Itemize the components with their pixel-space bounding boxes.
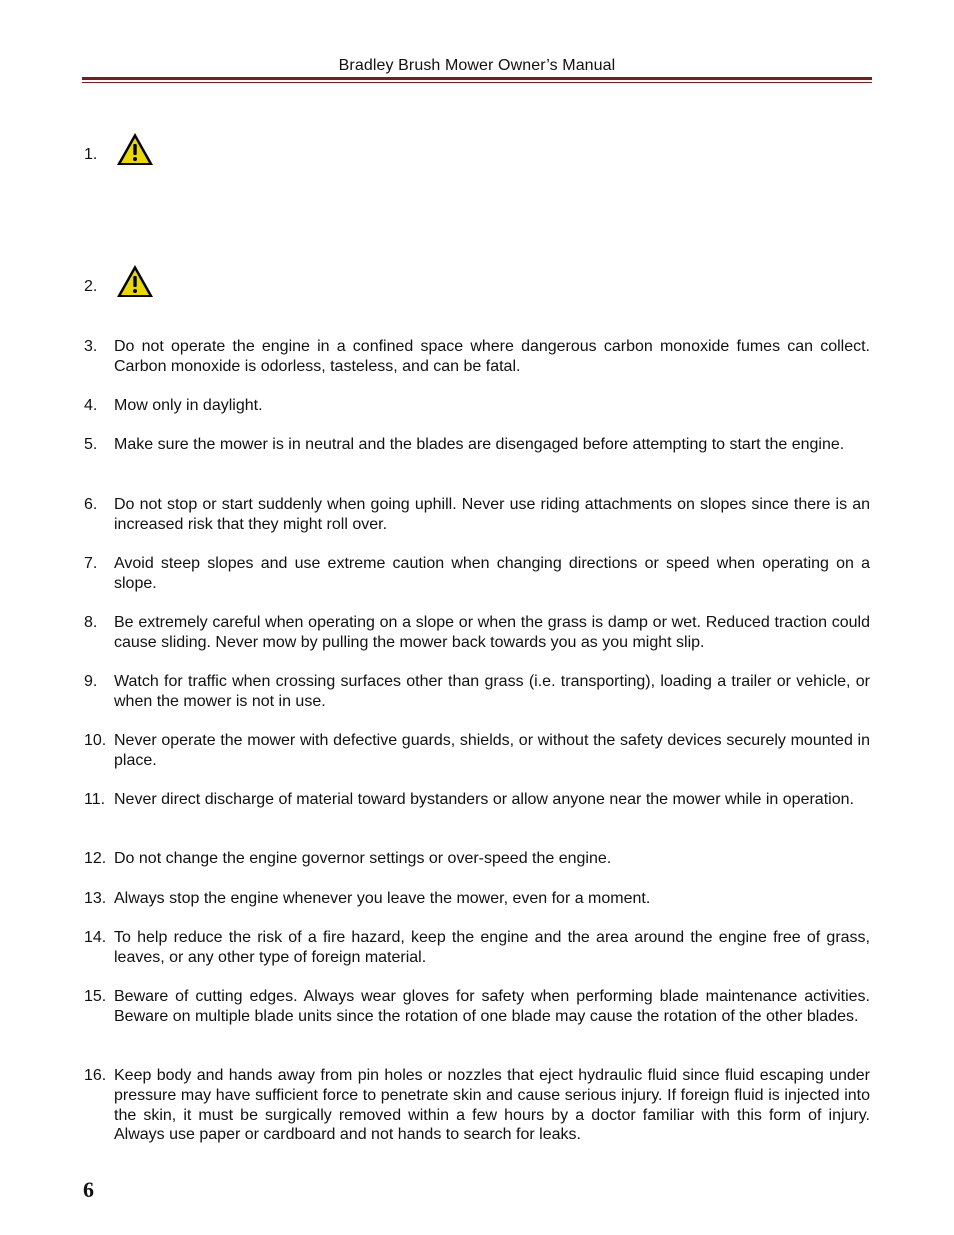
item-number: 2.: [84, 278, 98, 295]
item-number: 1.: [84, 146, 98, 163]
list-item: [84, 790, 870, 810]
list-item: [84, 731, 870, 771]
item-number: 8.: [84, 614, 98, 631]
item-text: Beware of cutting edges. Always wear gloves for safety when performing blade maintenance activities. Beware on multiple blade units since the rotation of one blade may cause the rotation of the other blades.: [114, 988, 870, 1025]
header-title: Bradley Brush Mower Owner’s Manual: [338, 57, 616, 74]
list-item: [84, 495, 870, 535]
item-text: Do not change the engine governor settings or over-speed the engine.: [114, 850, 612, 867]
item-text: To help reduce the risk of a fire hazard, keep the engine and the area around the engine free of grass, leaves, or any other type of foreign material.: [114, 929, 870, 966]
item-number: 9.: [84, 673, 98, 690]
list-item: [84, 1066, 870, 1145]
item-number: 12.: [84, 850, 107, 867]
list-item: [84, 889, 870, 909]
item-number: 4.: [84, 397, 98, 414]
item-number: 10.: [84, 732, 107, 749]
list-item: [84, 987, 870, 1027]
item-text: Always stop the engine whenever you leave the mower, even for a moment.: [114, 890, 651, 907]
item-text: Avoid steep slopes and use extreme caution when changing directions or speed when operating on a slope.: [114, 555, 870, 592]
item-text: Keep body and hands away from pin holes or nozzles that eject hydraulic fluid since fluid escaping under pressure may have sufficient force to penetrate skin and cause serious injury. If foreign fluid is injected into the skin, it must be surgically removed within a few hours by a doctor familiar with this form of injury. Always use paper or cardboard and not hands to search for leaks.: [114, 1067, 870, 1144]
list-item: [84, 435, 870, 455]
item-number: 13.: [84, 890, 107, 907]
item-text: Do not stop or start suddenly when going uphill. Never use riding attachments on slopes since there is an increased risk that they might roll over.: [114, 496, 870, 533]
item-text: Watch for traffic when crossing surfaces other than grass (i.e. transporting), loading a trailer or vehicle, or when the mower is not in use.: [114, 673, 870, 710]
list-item: [84, 554, 870, 594]
list-item: [84, 613, 870, 653]
item-text: Never direct discharge of material toward bystanders or allow anyone near the mower while in operation.: [114, 791, 854, 808]
item-text: Make sure the mower is in neutral and the blades are disengaged before attempting to start the engine.: [114, 436, 845, 453]
warning-triangle-icon: [116, 132, 154, 166]
item-text: Be extremely careful when operating on a slope or when the grass is damp or wet. Reduced traction could cause sliding. Never mow by pulling the mower back towards you as you might slip.: [114, 614, 870, 651]
item-number: 3.: [84, 338, 98, 355]
list-item: [84, 672, 870, 712]
item-number: 14.: [84, 929, 107, 946]
item-number: 11.: [84, 791, 106, 808]
warning-triangle-icon: [116, 264, 154, 298]
item-text: Never operate the mower with defective guards, shields, or without the safety devices securely mounted in place.: [114, 732, 870, 769]
item-number: 5.: [84, 436, 98, 453]
page-number: 6: [83, 1177, 94, 1202]
item-number: 7.: [84, 555, 98, 572]
item-text: Do not operate the engine in a confined space where dangerous carbon monoxide fumes can collect. Carbon monoxide is odorless, tasteless, and can be fatal.: [114, 338, 870, 375]
item-number: 15.: [84, 988, 107, 1005]
header-rule-thin: [82, 82, 872, 83]
item-number: 16.: [84, 1067, 107, 1084]
item-number: 6.: [84, 496, 98, 513]
item-text: Mow only in daylight.: [114, 397, 263, 414]
list-item: [84, 337, 870, 377]
list-item: [84, 849, 870, 869]
list-item: [84, 928, 870, 968]
header-rule-thick: [82, 77, 872, 80]
list-item: [84, 396, 870, 416]
